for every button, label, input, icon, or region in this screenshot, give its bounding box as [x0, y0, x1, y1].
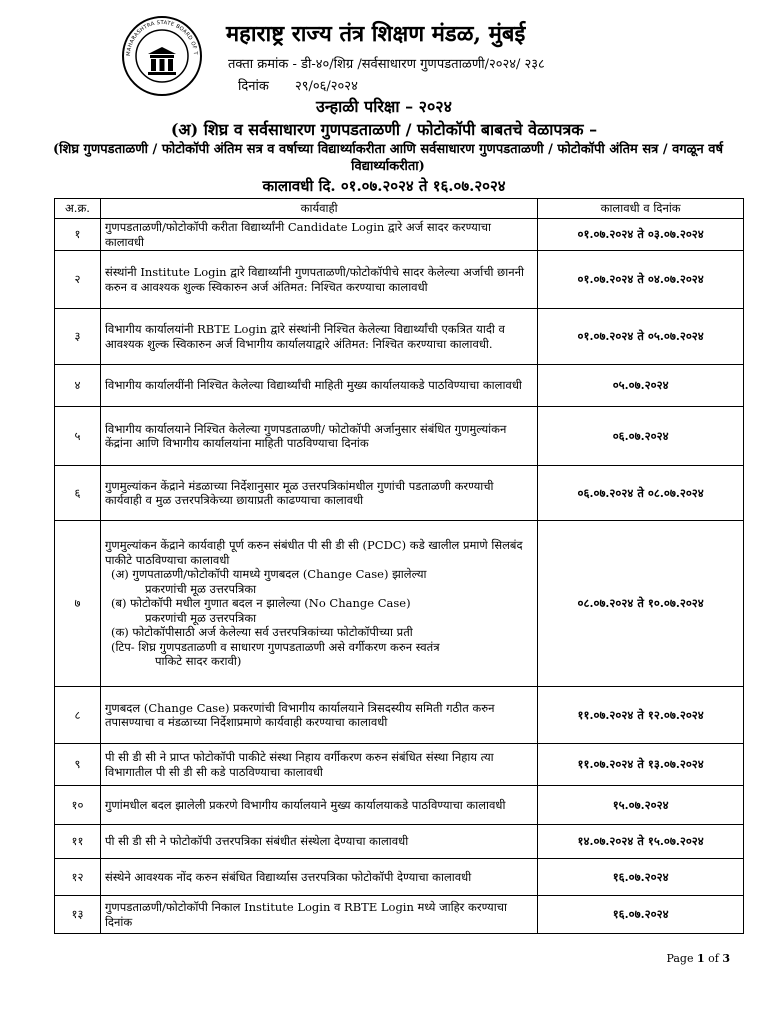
row-serial: ९ [55, 744, 101, 786]
row-serial: १ [55, 219, 101, 251]
schedule-title: (अ) शिघ्र व सर्वसाधारण गुणपडताळणी / फोटोकॉपी बाबतचे वेळापत्रक – [170, 120, 598, 139]
row-serial: ७ [55, 521, 101, 687]
note-line2: पाकिटे सादर करावी) [154, 654, 242, 669]
table-row [55, 309, 744, 365]
row-serial: १२ [55, 859, 101, 896]
row-activity: गुणमुल्यांकन केंद्राने मंडळाच्या निर्देशानुसार मूळ उत्तरपत्रिकांमधील गुणांची पडताळणी करण्याची कार्यवाही व मुळ उत्तरपत्रिकेच्या छायाप्रती काढण्याचा कालावधी [100, 466, 537, 521]
row-serial: ५ [55, 407, 101, 466]
row-serial: ३ [55, 309, 101, 365]
page-total: 3 [722, 952, 730, 965]
page-current: 1 [696, 952, 705, 965]
row-date: ०१.०७.२०२४ ते ०३.०७.२०२४ [538, 219, 744, 251]
page-prefix: Page [666, 952, 694, 965]
table-row [55, 466, 744, 521]
table-row [55, 687, 744, 744]
row-activity: पी सी डी सी ने प्राप्त फोटोकॉपी पाकीटे संस्था निहाय वर्गीकरण करुन संबंधित संस्था निहाय त्या विभागातील पी सी डी सी कडे पाठविण्याचा कालावधी [100, 744, 537, 786]
date-value: २९/०६/२०२४ [294, 79, 358, 94]
row-activity: गुणपडताळणी/फोटोकॉपी करीता विद्यार्थ्यांनी Candidate Login द्वारे अर्ज सादर करण्याचा कालावधी [100, 219, 537, 251]
table-row [55, 825, 744, 859]
exam-title: उन्हाळी परिक्षा – २०२४ [316, 97, 452, 116]
row-serial: ६ [55, 466, 101, 521]
svg-text:MAHARASHTRA STATE BOARD OF TEC: MAHARASHTRA STATE BOARD OF T [125, 19, 199, 57]
schedule-table [54, 198, 744, 934]
row-activity: संस्थांनी Institute Login द्वारे विद्यार्थ्यांनी गुणपताळणी/फोटोकॉपीचे सादर केलेल्या अर्जाची छाननी करुन व आवश्यक शुल्क स्विकारुन अर्ज अंतिमत: निश्चित करण्याचा कालावधी [100, 251, 537, 309]
row-date: १५.०७.२०२४ [538, 786, 744, 825]
row-date: ०१.०७.२०२४ ते ०४.०७.२०२४ [538, 251, 744, 309]
row-serial: १३ [55, 896, 101, 934]
row-activity: विभागीय कार्यालयाने निश्चित केलेल्या गुणपडताळणी/ फोटोकॉपी अर्जानुसार संबंधित गुणमुल्यांकन केंद्रांना आणि विभागीय कार्यालयांना माहिती पाठविण्याचा दिनांक [100, 407, 537, 466]
row-date: १४.०७.२०२४ ते १५.०७.२०२४ [538, 825, 744, 859]
table-row [55, 744, 744, 786]
table-row [55, 859, 744, 896]
row-date: ०६.०७.२०२४ ते ०८.०७.२०२४ [538, 466, 744, 521]
row-activity: संस्थेने आवश्यक नोंद करुन संबंधित विद्यार्थ्यास उत्तरपत्रिका फोटोकॉपी देण्याचा कालावधी [100, 859, 537, 896]
issue-date [238, 76, 358, 94]
page-number [666, 952, 730, 965]
schedule-subtitle: (शिघ्र गुणपडताळणी / फोटोकॉपी अंतिम सत्र व वर्षाच्या विद्यार्थ्याकरीता आणि सर्वसाधारण गुणपडताळणी / फोटोकॉपी अंतिम सत्र / वगळून वर्ष विद्यार्थ्याकरीता) [52, 142, 724, 174]
table-row [55, 786, 744, 825]
row-activity: गुणपडताळणी/फोटोकॉपी निकाल Institute Login व RBTE Login मध्ये जाहिर करण्याचा दिनांक [100, 896, 537, 934]
row-activity-intro: गुणमुल्यांकन केंद्राने कार्यवाही पूर्ण करुन संबंधीत पी सी डी सी (PCDC) कडे खालील प्रमाणे सिलबंद पाकीटे पाठविण्याचा कालावधी [104, 538, 523, 567]
schedule-period: कालावधी दि. ०१.०७.२०२४ ते १६.०७.२०२४ [262, 177, 506, 195]
sub-item-c: (क) फोटोकॉपीसाठी अर्ज केलेल्या सर्व उत्तरपत्रिकांच्या फोटोकॉपीच्या प्रती [110, 625, 413, 640]
header-serial: अ.क्र. [55, 199, 101, 219]
table-row [55, 365, 744, 407]
row-date: ०८.०७.२०२४ ते १०.०७.२०२४ [538, 521, 744, 687]
row-activity: विभागीय कार्यालयांनी RBTE Login द्वारे संस्थांनी निश्चित केलेल्या विद्यार्थ्यांची एकत्रित यादी व आवश्यक शुल्क स्विकारुन अर्ज विभागीय कार्यालयाद्वारे अंतिमत: निश्चित करण्याचा कालावधी. [100, 309, 537, 365]
row-serial: ४ [55, 365, 101, 407]
table-header-row [55, 199, 744, 219]
row-serial: ८ [55, 687, 101, 744]
row-serial: ११ [55, 825, 101, 859]
row-date: १६.०७.२०२४ [538, 896, 744, 934]
board-seal-logo-icon [120, 14, 204, 98]
row-activity: गुणांमधील बदल झालेली प्रकरणे विभागीय कार्यालयाने मुख्य कार्यालयाकडे पाठविण्याचा कालावधी [100, 786, 537, 825]
row-serial: १० [55, 786, 101, 825]
sub-item-b-line2: प्रकरणांची मूळ उत्तरपत्रिका [144, 610, 257, 625]
note-line1: (टिप- शिघ्र गुणपडताळणी व साधारण गुणपडताळणी असे वर्गीकरण करुन स्वतंत्र [110, 639, 440, 654]
row-date: ०५.०७.२०२४ [538, 365, 744, 407]
letterhead [120, 8, 720, 96]
table-row [55, 407, 744, 466]
row-activity: पी सी डी सी ने फोटोकॉपी उत्तरपत्रिका संबंधीत संस्थेला देण्याचा कालावधी [100, 825, 537, 859]
board-name: महाराष्ट्र राज्य तंत्र शिक्षण मंडळ, मुंबई [226, 21, 526, 47]
reference-number: तक्ता क्रमांक - डी-४०/शिग्र /सर्वसाधारण गुणपडताळणी/२०२४/ २३८ [228, 57, 545, 72]
table-row [55, 219, 744, 251]
row-activity [100, 521, 537, 687]
row-date: ०१.०७.२०२४ ते ०५.०७.२०२४ [538, 309, 744, 365]
row-activity: विभागीय कार्यालयींनी निश्चित केलेल्या विद्यार्थ्यांची माहिती मुख्य कार्यालयाकडे पाठविण्याचा कालावधी [100, 365, 537, 407]
row-serial: २ [55, 251, 101, 309]
date-label: दिनांक [238, 79, 269, 94]
table-row [55, 896, 744, 934]
sub-item-a-line1: (अ) गुणपताळणी/फोटोकॉपी यामध्ये गुणबदल (Change Case) झालेल्या [110, 567, 427, 582]
sub-item-b-line1: (ब) फोटोकॉपी मधील गुणात बदल न झालेल्या (No Change Case) [110, 596, 411, 611]
row-date: ११.०७.२०२४ ते १३.०७.२०२४ [538, 744, 744, 786]
row-date: ११.०७.२०२४ ते १२.०७.२०२४ [538, 687, 744, 744]
row-activity: गुणबदल (Change Case) प्रकरणांची विभागीय कार्यालयाने त्रिसदस्यीय समिती गठीत करुन तपासण्याचा व मंडळाच्या निर्देशाप्रमाणे कार्यवाही करण्याचा कालावधी [100, 687, 537, 744]
row-date: ०६.०७.२०२४ [538, 407, 744, 466]
row-date: १६.०७.२०२४ [538, 859, 744, 896]
table-row [55, 521, 744, 687]
header-activity: कार्यवाही [100, 199, 537, 219]
header-date: कालावधी व दिनांक [538, 199, 744, 219]
sub-item-a-line2: प्रकरणांची मूळ उत्तरपत्रिका [144, 581, 257, 596]
page-of: of [708, 952, 719, 965]
table-row [55, 251, 744, 309]
